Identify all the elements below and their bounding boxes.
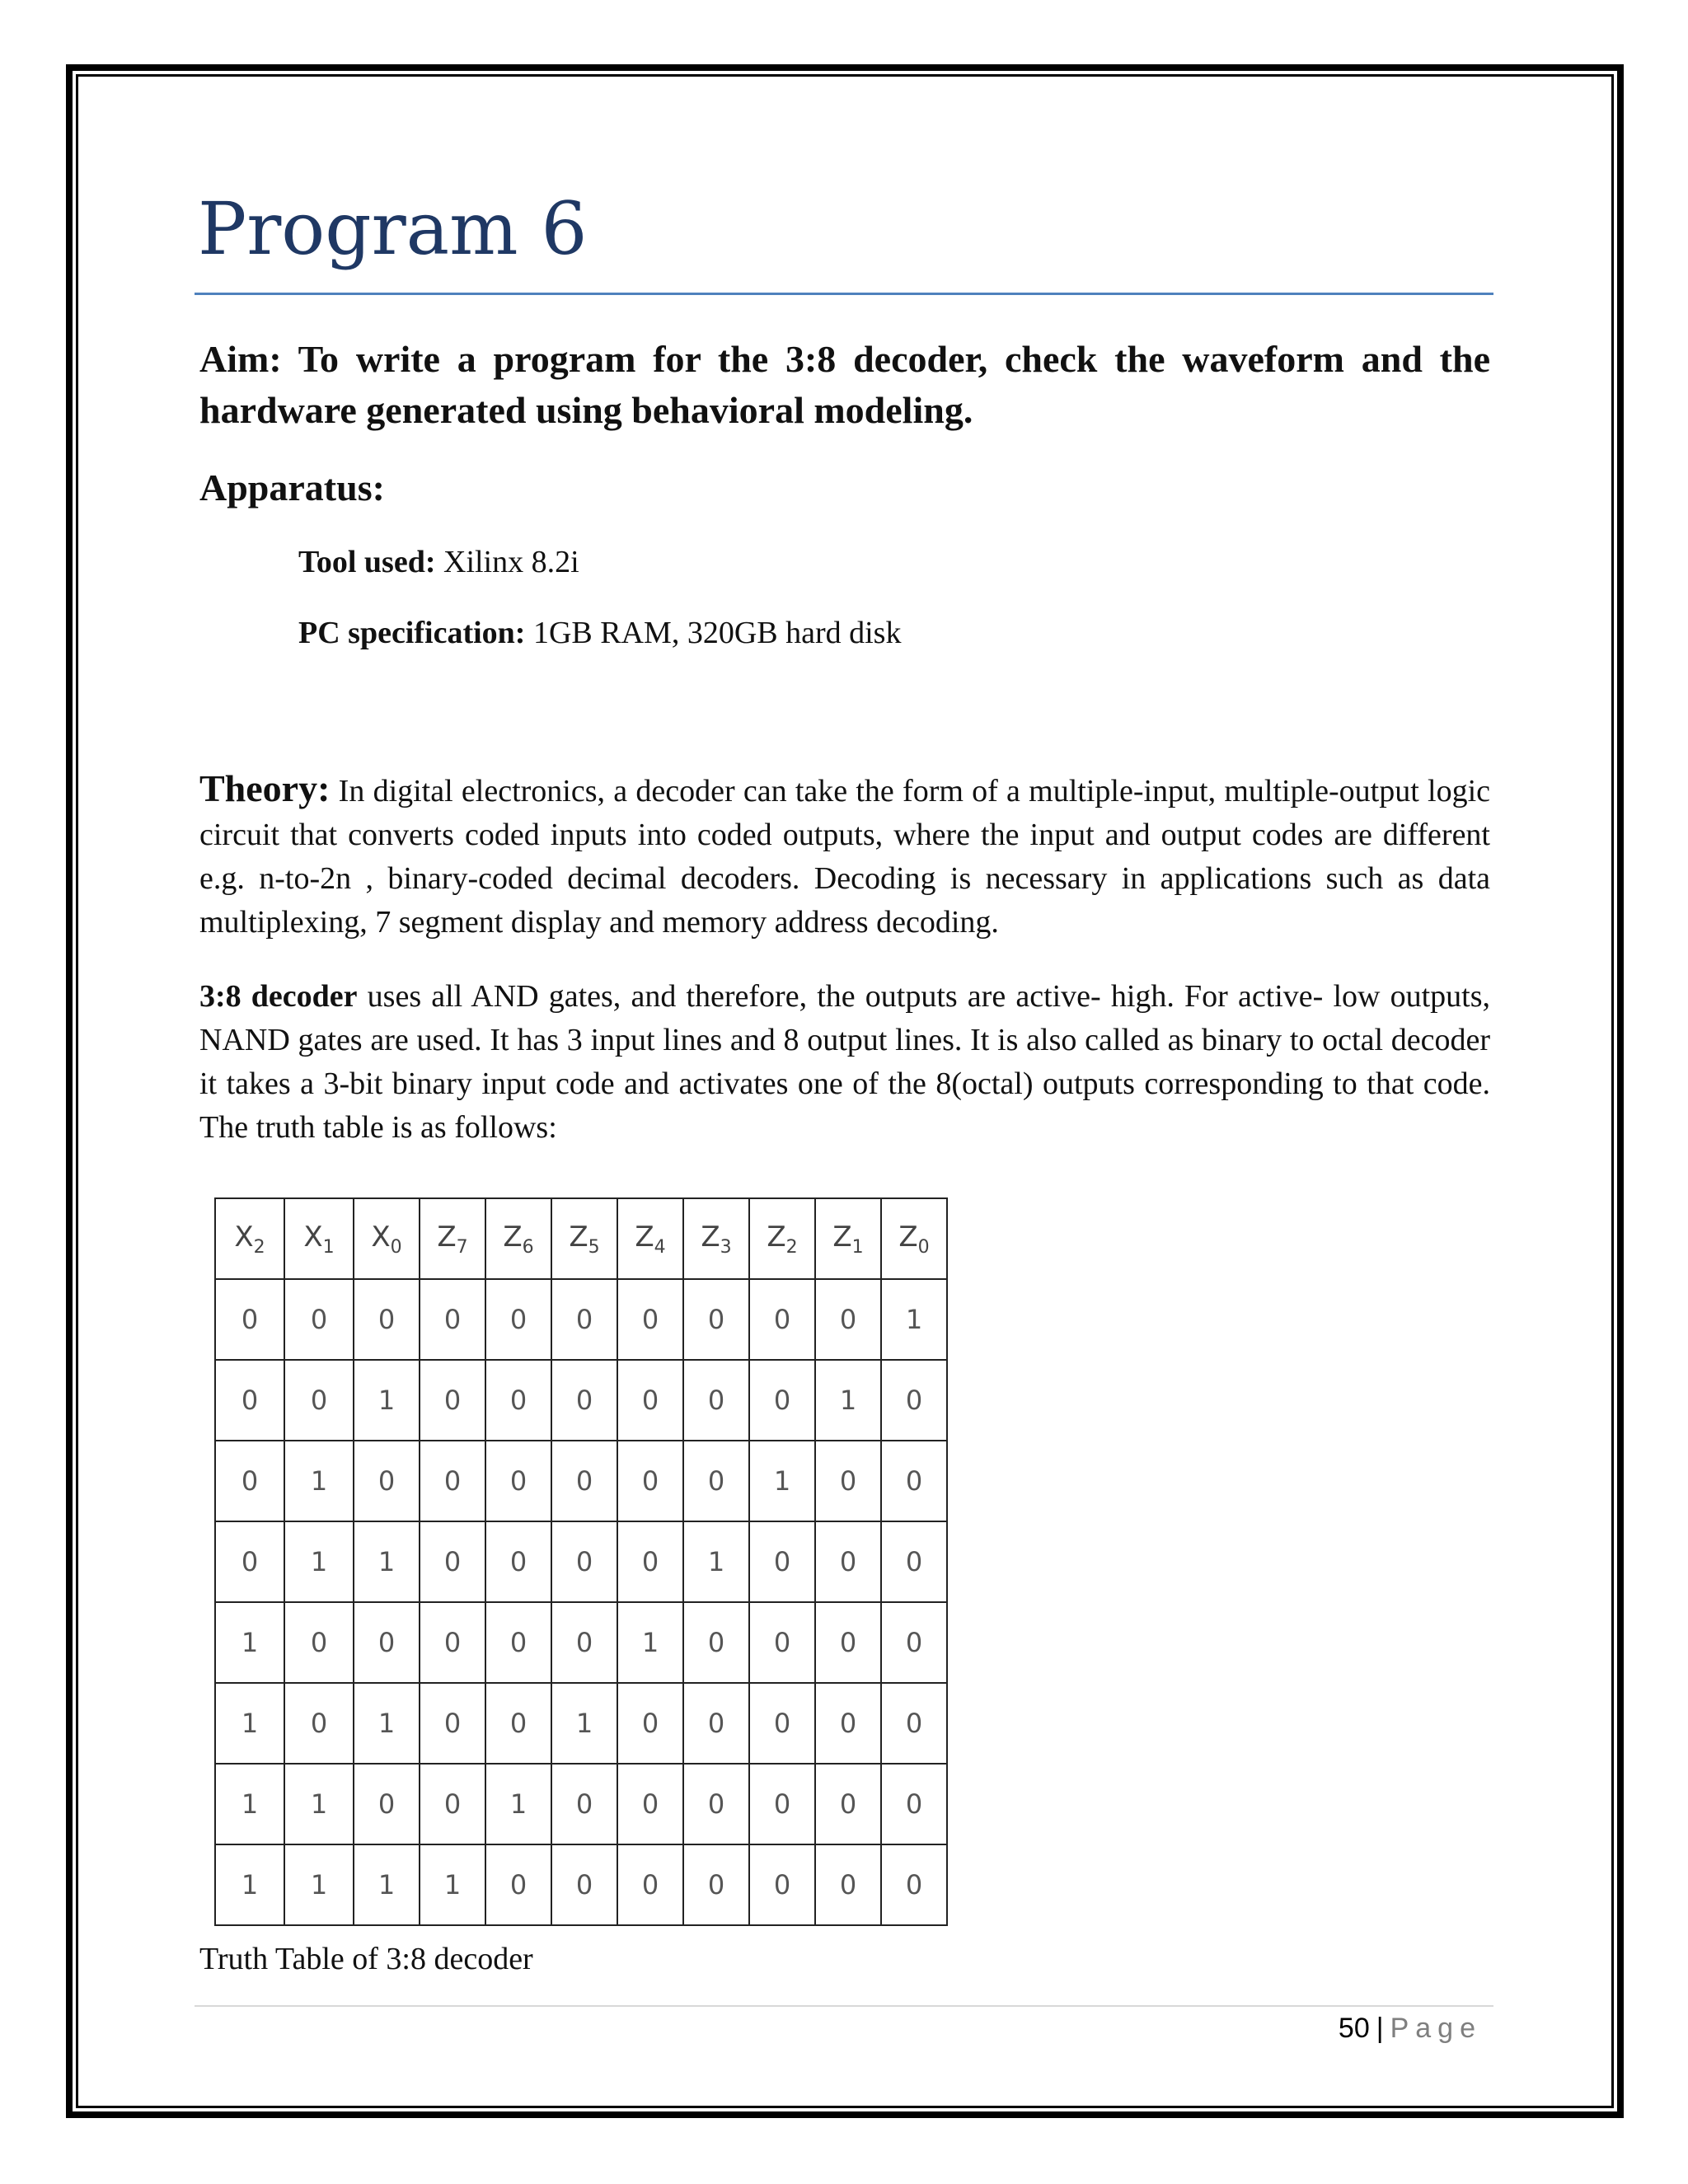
table-cell: 0 <box>485 1844 551 1925</box>
header-subscript: 0 <box>917 1236 930 1258</box>
footer-separator: | <box>1376 2013 1384 2044</box>
table-cell: 1 <box>485 1764 551 1844</box>
table-cell: 0 <box>420 1683 485 1764</box>
header-variable: X <box>303 1220 323 1254</box>
truth-table-header-cell <box>881 1198 947 1279</box>
table-cell: 0 <box>815 1279 881 1360</box>
table-cell: 0 <box>815 1683 881 1764</box>
header-variable: Z <box>898 1220 918 1254</box>
header-variable: Z <box>437 1220 457 1254</box>
table-cell: 0 <box>683 1844 749 1925</box>
table-cell: 1 <box>354 1844 420 1925</box>
table-cell: 0 <box>881 1683 947 1764</box>
table-cell: 0 <box>485 1279 551 1360</box>
table-cell: 0 <box>617 1279 683 1360</box>
header-variable: Z <box>832 1220 852 1254</box>
table-cell: 1 <box>881 1279 947 1360</box>
table-row <box>215 1844 947 1925</box>
header-subscript: 2 <box>785 1236 798 1258</box>
table-cell: 1 <box>617 1602 683 1683</box>
table-caption: Truth Table of 3:8 decoder <box>199 1942 533 1976</box>
table-cell: 0 <box>551 1844 617 1925</box>
table-cell: 0 <box>749 1602 815 1683</box>
table-cell: 0 <box>420 1764 485 1844</box>
truth-table-header-cell <box>354 1198 420 1279</box>
table-cell: 1 <box>284 1844 354 1925</box>
tool-used-value: Xilinx 8.2i <box>435 545 579 579</box>
table-cell: 1 <box>215 1764 284 1844</box>
table-cell: 0 <box>354 1441 420 1521</box>
table-cell: 0 <box>215 1360 284 1441</box>
table-cell: 1 <box>284 1521 354 1602</box>
tool-used-line <box>298 544 579 580</box>
truth-table-header-cell <box>749 1198 815 1279</box>
table-cell: 0 <box>551 1441 617 1521</box>
truth-table-header-cell <box>420 1198 485 1279</box>
apparatus-heading: Apparatus: <box>199 466 385 509</box>
table-row <box>215 1764 947 1844</box>
table-cell: 0 <box>617 1844 683 1925</box>
table-cell: 0 <box>485 1683 551 1764</box>
table-cell: 0 <box>617 1764 683 1844</box>
table-cell: 0 <box>617 1521 683 1602</box>
table-cell: 0 <box>617 1360 683 1441</box>
table-cell: 0 <box>749 1764 815 1844</box>
table-cell: 0 <box>683 1683 749 1764</box>
table-cell: 0 <box>683 1602 749 1683</box>
table-cell: 0 <box>617 1683 683 1764</box>
page-footer <box>1339 2013 1482 2045</box>
truth-table-body <box>215 1279 947 1925</box>
table-cell: 1 <box>354 1521 420 1602</box>
tool-used-label: Tool used: <box>298 545 436 579</box>
table-row <box>215 1602 947 1683</box>
theory-paragraph <box>199 766 1490 944</box>
table-cell: 0 <box>420 1521 485 1602</box>
truth-table-header-cell <box>485 1198 551 1279</box>
table-cell: 0 <box>683 1764 749 1844</box>
decoder-term: 3:8 decoder <box>199 979 358 1014</box>
table-cell: 0 <box>215 1441 284 1521</box>
pc-spec-label: PC specification: <box>298 616 526 650</box>
table-cell: 0 <box>420 1279 485 1360</box>
pc-spec-value: 1GB RAM, 320GB hard disk <box>525 616 902 650</box>
truth-table-header-cell <box>683 1198 749 1279</box>
header-variable: Z <box>503 1220 523 1254</box>
table-cell: 0 <box>284 1602 354 1683</box>
table-cell: 1 <box>284 1764 354 1844</box>
truth-table-header-cell <box>815 1198 881 1279</box>
header-subscript: 4 <box>654 1236 666 1258</box>
table-cell: 0 <box>551 1521 617 1602</box>
header-variable: Z <box>635 1220 654 1254</box>
page-word: Page <box>1390 2013 1482 2044</box>
truth-table-header-row <box>215 1198 947 1279</box>
table-cell: 1 <box>215 1602 284 1683</box>
theory-heading: Theory: <box>199 767 331 809</box>
header-variable: Z <box>767 1220 786 1254</box>
table-cell: 0 <box>881 1441 947 1521</box>
table-cell: 0 <box>881 1521 947 1602</box>
table-cell: 0 <box>551 1764 617 1844</box>
table-cell: 0 <box>485 1602 551 1683</box>
page-title: Program 6 <box>198 186 588 271</box>
table-cell: 0 <box>749 1360 815 1441</box>
table-cell: 1 <box>284 1441 354 1521</box>
header-subscript: 2 <box>253 1236 265 1258</box>
table-cell: 0 <box>881 1602 947 1683</box>
truth-table-header-cell <box>551 1198 617 1279</box>
table-cell: 1 <box>815 1360 881 1441</box>
header-subscript: 5 <box>588 1236 600 1258</box>
table-cell: 1 <box>749 1441 815 1521</box>
table-cell: 0 <box>551 1360 617 1441</box>
table-cell: 0 <box>749 1683 815 1764</box>
header-subscript: 6 <box>522 1236 534 1258</box>
table-cell: 0 <box>354 1764 420 1844</box>
header-variable: X <box>234 1220 254 1254</box>
header-subscript: 1 <box>322 1236 335 1258</box>
table-cell: 1 <box>215 1844 284 1925</box>
header-variable: X <box>371 1220 391 1254</box>
table-cell: 0 <box>881 1764 947 1844</box>
table-cell: 0 <box>881 1360 947 1441</box>
table-cell: 0 <box>284 1279 354 1360</box>
table-cell: 0 <box>354 1279 420 1360</box>
table-cell: 1 <box>551 1683 617 1764</box>
table-cell: 1 <box>420 1844 485 1925</box>
table-cell: 0 <box>815 1764 881 1844</box>
decoder-text: uses all AND gates, and therefore, the outputs are active- high. For active- low outputs, NAND gates are used. It has 3 input lines and 8 output lines. It is also called as binary to octal decoder it takes a 3-bit binary input code and activates one of the 8(octal) outputs corresponding to that code. The truth table is as follows: <box>199 979 1490 1145</box>
table-cell: 0 <box>881 1844 947 1925</box>
theory-text: In digital electronics, a decoder can take the form of a multiple-input, multiple-output logic circuit that converts coded inputs into coded outputs, where the input and output codes are different e.g. n-to-2n , binary-coded decimal decoders. Decoding is necessary in applications such as data multiplexing, 7 segment display and memory address decoding. <box>199 774 1490 940</box>
table-cell: 1 <box>215 1683 284 1764</box>
table-cell: 0 <box>815 1844 881 1925</box>
page-number: 50 <box>1338 2013 1370 2044</box>
table-cell: 0 <box>749 1279 815 1360</box>
table-cell: 0 <box>420 1441 485 1521</box>
header-variable: Z <box>701 1220 720 1254</box>
table-cell: 0 <box>215 1521 284 1602</box>
table-cell: 0 <box>420 1602 485 1683</box>
table-cell: 0 <box>284 1360 354 1441</box>
truth-table-header-cell <box>617 1198 683 1279</box>
table-cell: 1 <box>683 1521 749 1602</box>
table-cell: 0 <box>284 1683 354 1764</box>
table-cell: 0 <box>551 1279 617 1360</box>
table-row <box>215 1360 947 1441</box>
table-row <box>215 1521 947 1602</box>
footer-rule <box>195 2005 1493 2007</box>
header-subscript: 0 <box>390 1236 402 1258</box>
title-underline <box>195 293 1493 295</box>
decoder-paragraph <box>199 975 1490 1150</box>
table-cell: 0 <box>749 1521 815 1602</box>
header-subscript: 7 <box>456 1236 468 1258</box>
aim-statement: Aim: To write a program for the 3:8 decoder, check the waveform and the hardware generated using behavioral modeling. <box>199 338 1490 431</box>
table-cell: 0 <box>215 1279 284 1360</box>
truth-table-header-cell <box>284 1198 354 1279</box>
table-cell: 0 <box>485 1360 551 1441</box>
table-cell: 1 <box>354 1360 420 1441</box>
header-subscript: 3 <box>720 1236 732 1258</box>
header-variable: Z <box>569 1220 588 1254</box>
table-cell: 0 <box>815 1441 881 1521</box>
table-cell: 0 <box>815 1602 881 1683</box>
truth-table <box>214 1197 948 1926</box>
table-cell: 0 <box>749 1844 815 1925</box>
table-cell: 0 <box>420 1360 485 1441</box>
table-cell: 1 <box>354 1683 420 1764</box>
header-subscript: 1 <box>851 1236 864 1258</box>
table-row <box>215 1279 947 1360</box>
table-cell: 0 <box>485 1441 551 1521</box>
table-cell: 0 <box>551 1602 617 1683</box>
table-row <box>215 1683 947 1764</box>
pc-spec-line <box>298 615 901 651</box>
table-cell: 0 <box>617 1441 683 1521</box>
table-cell: 0 <box>683 1441 749 1521</box>
table-cell: 0 <box>683 1279 749 1360</box>
table-cell: 0 <box>485 1521 551 1602</box>
table-cell: 0 <box>354 1602 420 1683</box>
table-cell: 0 <box>815 1521 881 1602</box>
table-row <box>215 1441 947 1521</box>
truth-table-header-cell <box>215 1198 284 1279</box>
table-cell: 0 <box>683 1360 749 1441</box>
